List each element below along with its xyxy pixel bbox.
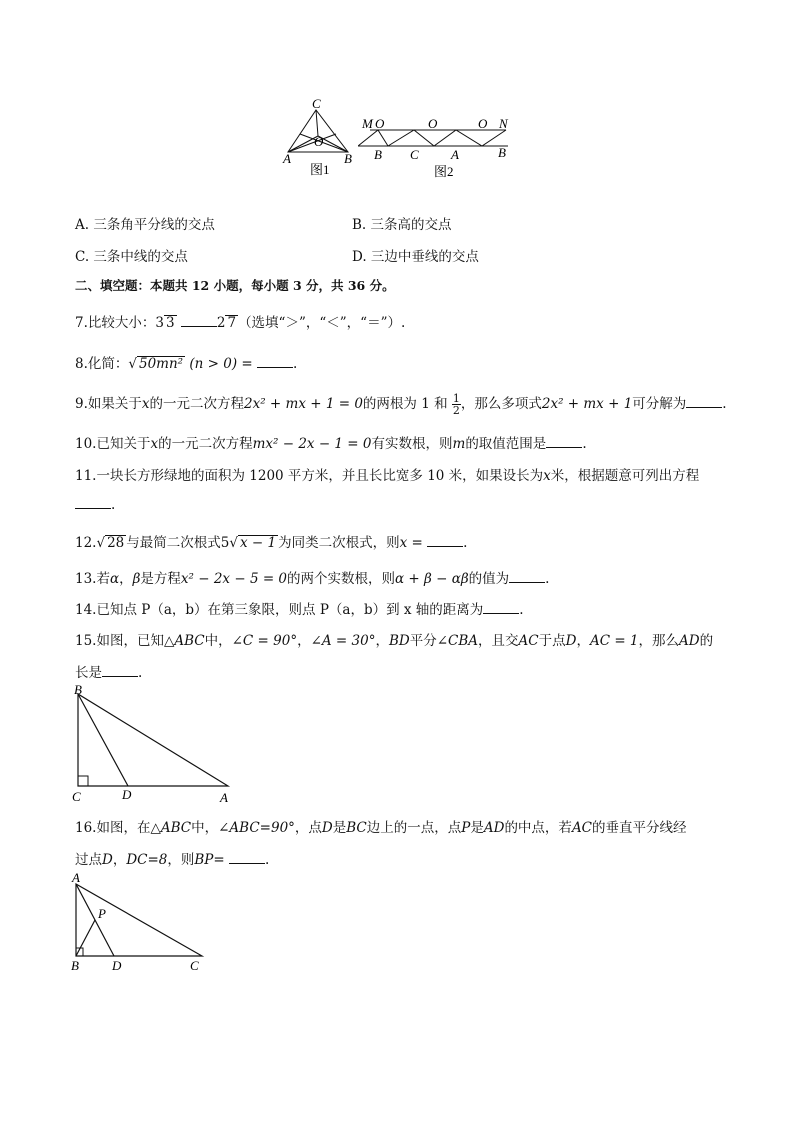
q8-blank (257, 355, 293, 368)
q15-blank (102, 664, 138, 677)
question-14 (75, 598, 524, 618)
fig2-label-a: A (451, 147, 459, 162)
q9-mid2: 的两根为 1 和 (362, 396, 448, 412)
fig2-label-m: M (362, 116, 373, 131)
q11-text: 11.一块长方形绿地的面积为 1200 平方米，并且长比宽多 10 米，如果设长为 (75, 468, 544, 484)
q12-blank (427, 534, 463, 547)
q13-suffix: 的值为 (468, 571, 510, 587)
q13-alpha: α (109, 571, 120, 587)
q10-eq: mx² − 2x − 1 = 0 (252, 436, 372, 452)
q8-radicand: 50mn² (139, 356, 184, 372)
question-11-line-1 (75, 464, 699, 484)
q10-m: m (452, 436, 466, 452)
q9-end: . (722, 396, 727, 412)
q9-poly: 2x² + mx + 1 (541, 396, 633, 412)
fig15-label-a: A (220, 790, 228, 805)
q13-comma: ， (119, 571, 133, 587)
choice-b: B. 三条高的交点 (352, 217, 452, 233)
q9-mid3: ，那么多项式 (460, 396, 542, 412)
fig2-label-o3: O (478, 116, 488, 131)
q14-end: . (519, 602, 524, 618)
q8-suffix: . (293, 356, 298, 372)
figure-q16 (68, 870, 218, 980)
question-16-line-1: 16.如图，在△ABC中，∠ABC=90°，点D是BC边上的一点，点P是AD的中点，若AC的垂直平分线经 (75, 820, 687, 836)
q8-condition: (n > 0) = (189, 356, 253, 372)
q7-mid: 2 (216, 315, 226, 331)
question-11-line-2 (75, 496, 115, 513)
q13-prefix: 13.若 (75, 571, 110, 587)
q10-mid2: 有实数根，则 (371, 436, 453, 452)
section-title: 二、填空题：本题共 12 小题，每小题 3 分，共 36 分。 (75, 278, 395, 293)
figure-q15 (68, 684, 238, 806)
q11-var: x (543, 468, 551, 484)
q14-blank (483, 601, 519, 614)
question-10 (75, 432, 587, 452)
q10-suffix: 的取值范围是 (465, 436, 547, 452)
fig16-label-d: D (112, 958, 122, 973)
fig16-label-a: A (72, 870, 80, 885)
fig15-label-b: B (74, 684, 82, 697)
figure-1 (278, 96, 358, 178)
q13-mid: 是方程 (140, 571, 181, 587)
question-16-line-2: 过点D，DC=8，则BP= . (75, 852, 270, 868)
question-7 (75, 311, 405, 331)
question-12: 12.√ 28 与最简二次根式5√ x − 1 为同类二次根式，则x = . (75, 535, 468, 551)
choice-d: D. 三边中垂线的交点 (352, 249, 479, 265)
q9-suffix: 可分解为 (632, 396, 687, 412)
q12-coef: 5 (220, 535, 230, 551)
q10-mid1: 的一元二次方程 (158, 436, 253, 452)
q11-blank (75, 496, 111, 509)
q11-text-end: 米，根据题意可列出方程 (550, 468, 700, 484)
q12-end: . (463, 535, 468, 551)
q7-radical-1: 3 (165, 315, 175, 331)
q10-blank (546, 435, 582, 448)
fig1-label-a: A (283, 151, 291, 166)
fig2-label-o1: O (375, 116, 385, 131)
q12-mid: 与最简二次根式 (126, 535, 221, 551)
q12-radical-2: x − 1 (239, 535, 277, 551)
q9-fraction: $\frac{1}{2}$ (452, 392, 460, 417)
fig2-label-c: C (410, 147, 419, 162)
q12-suffix: 为同类二次根式，则 (278, 535, 400, 551)
fig16-label-b: B (71, 958, 79, 973)
q12-xeq: x = (399, 535, 423, 551)
q13-mid2: 的两个实数根，则 (287, 571, 396, 587)
q9-var: x (141, 396, 150, 412)
q12-prefix: 12. (75, 535, 97, 551)
q11-end: . (111, 497, 116, 513)
fig1-label-c: C (312, 96, 321, 111)
question-15-line-2: 长是 . (75, 665, 143, 681)
q10-prefix: 10.已知关于 (75, 436, 151, 452)
q9-blank (686, 395, 722, 408)
fig2-label-b1: B (374, 147, 382, 162)
q13-eq: x² − 2x − 5 = 0 (180, 571, 288, 587)
q7-suffix: （选填“＞”，“＜”，“＝”）. (238, 315, 406, 331)
q7-radical-2: 7 (227, 315, 237, 331)
q9-mid1: 的一元二次方程 (149, 396, 245, 412)
fig15-label-d: D (122, 787, 132, 802)
q8-prefix: 8.化简： (75, 356, 129, 372)
fig2-label-b2: B (498, 145, 506, 160)
fig15-label-c: C (72, 789, 81, 804)
choice-c: C. 三条中线的交点 (75, 249, 188, 265)
q13-blank (509, 570, 545, 583)
fig1-label-o: O (314, 134, 324, 149)
q13-expr: α + β − αβ (395, 571, 469, 587)
q9-eq: 2x² + mx + 1 = 0 (244, 396, 363, 412)
question-15-line-1: 15.如图，已知△ABC中，∠C = 90°，∠A = 30°，BD平分∠CBA，且交AC于点D，AC = 1，那么AD的 (75, 633, 714, 649)
q13-beta: β (132, 571, 141, 587)
question-9 (75, 392, 727, 416)
q7-blank (181, 314, 217, 327)
fig2-caption: 图2 (434, 164, 454, 179)
q14-text: 14.已知点 P（a，b）在第三象限，则点 P（a，b）到 x 轴的距离为 (75, 602, 484, 618)
q10-end: . (582, 436, 587, 452)
q9-prefix: 9.如果关于 (75, 396, 142, 412)
fig1-label-b: B (344, 151, 352, 166)
q7-prefix: 7.比较大小：3 (75, 315, 164, 331)
fig16-label-c: C (190, 958, 199, 973)
q10-var: x (150, 436, 159, 452)
question-13 (75, 567, 549, 587)
fig2-label-n: N (499, 116, 508, 131)
q16-blank (229, 851, 265, 864)
q13-end: . (545, 571, 550, 587)
choice-a: A. 三条角平分线的交点 (75, 217, 215, 233)
fig1-caption: 图1 (310, 162, 330, 177)
question-8: 8.化简：√ 50mn² (n > 0) = . (75, 356, 298, 372)
fig2-label-o2: O (428, 116, 438, 131)
q12-radical-1: 28 (107, 535, 125, 551)
figure-2 (358, 112, 518, 182)
fig16-label-p: P (98, 906, 106, 921)
